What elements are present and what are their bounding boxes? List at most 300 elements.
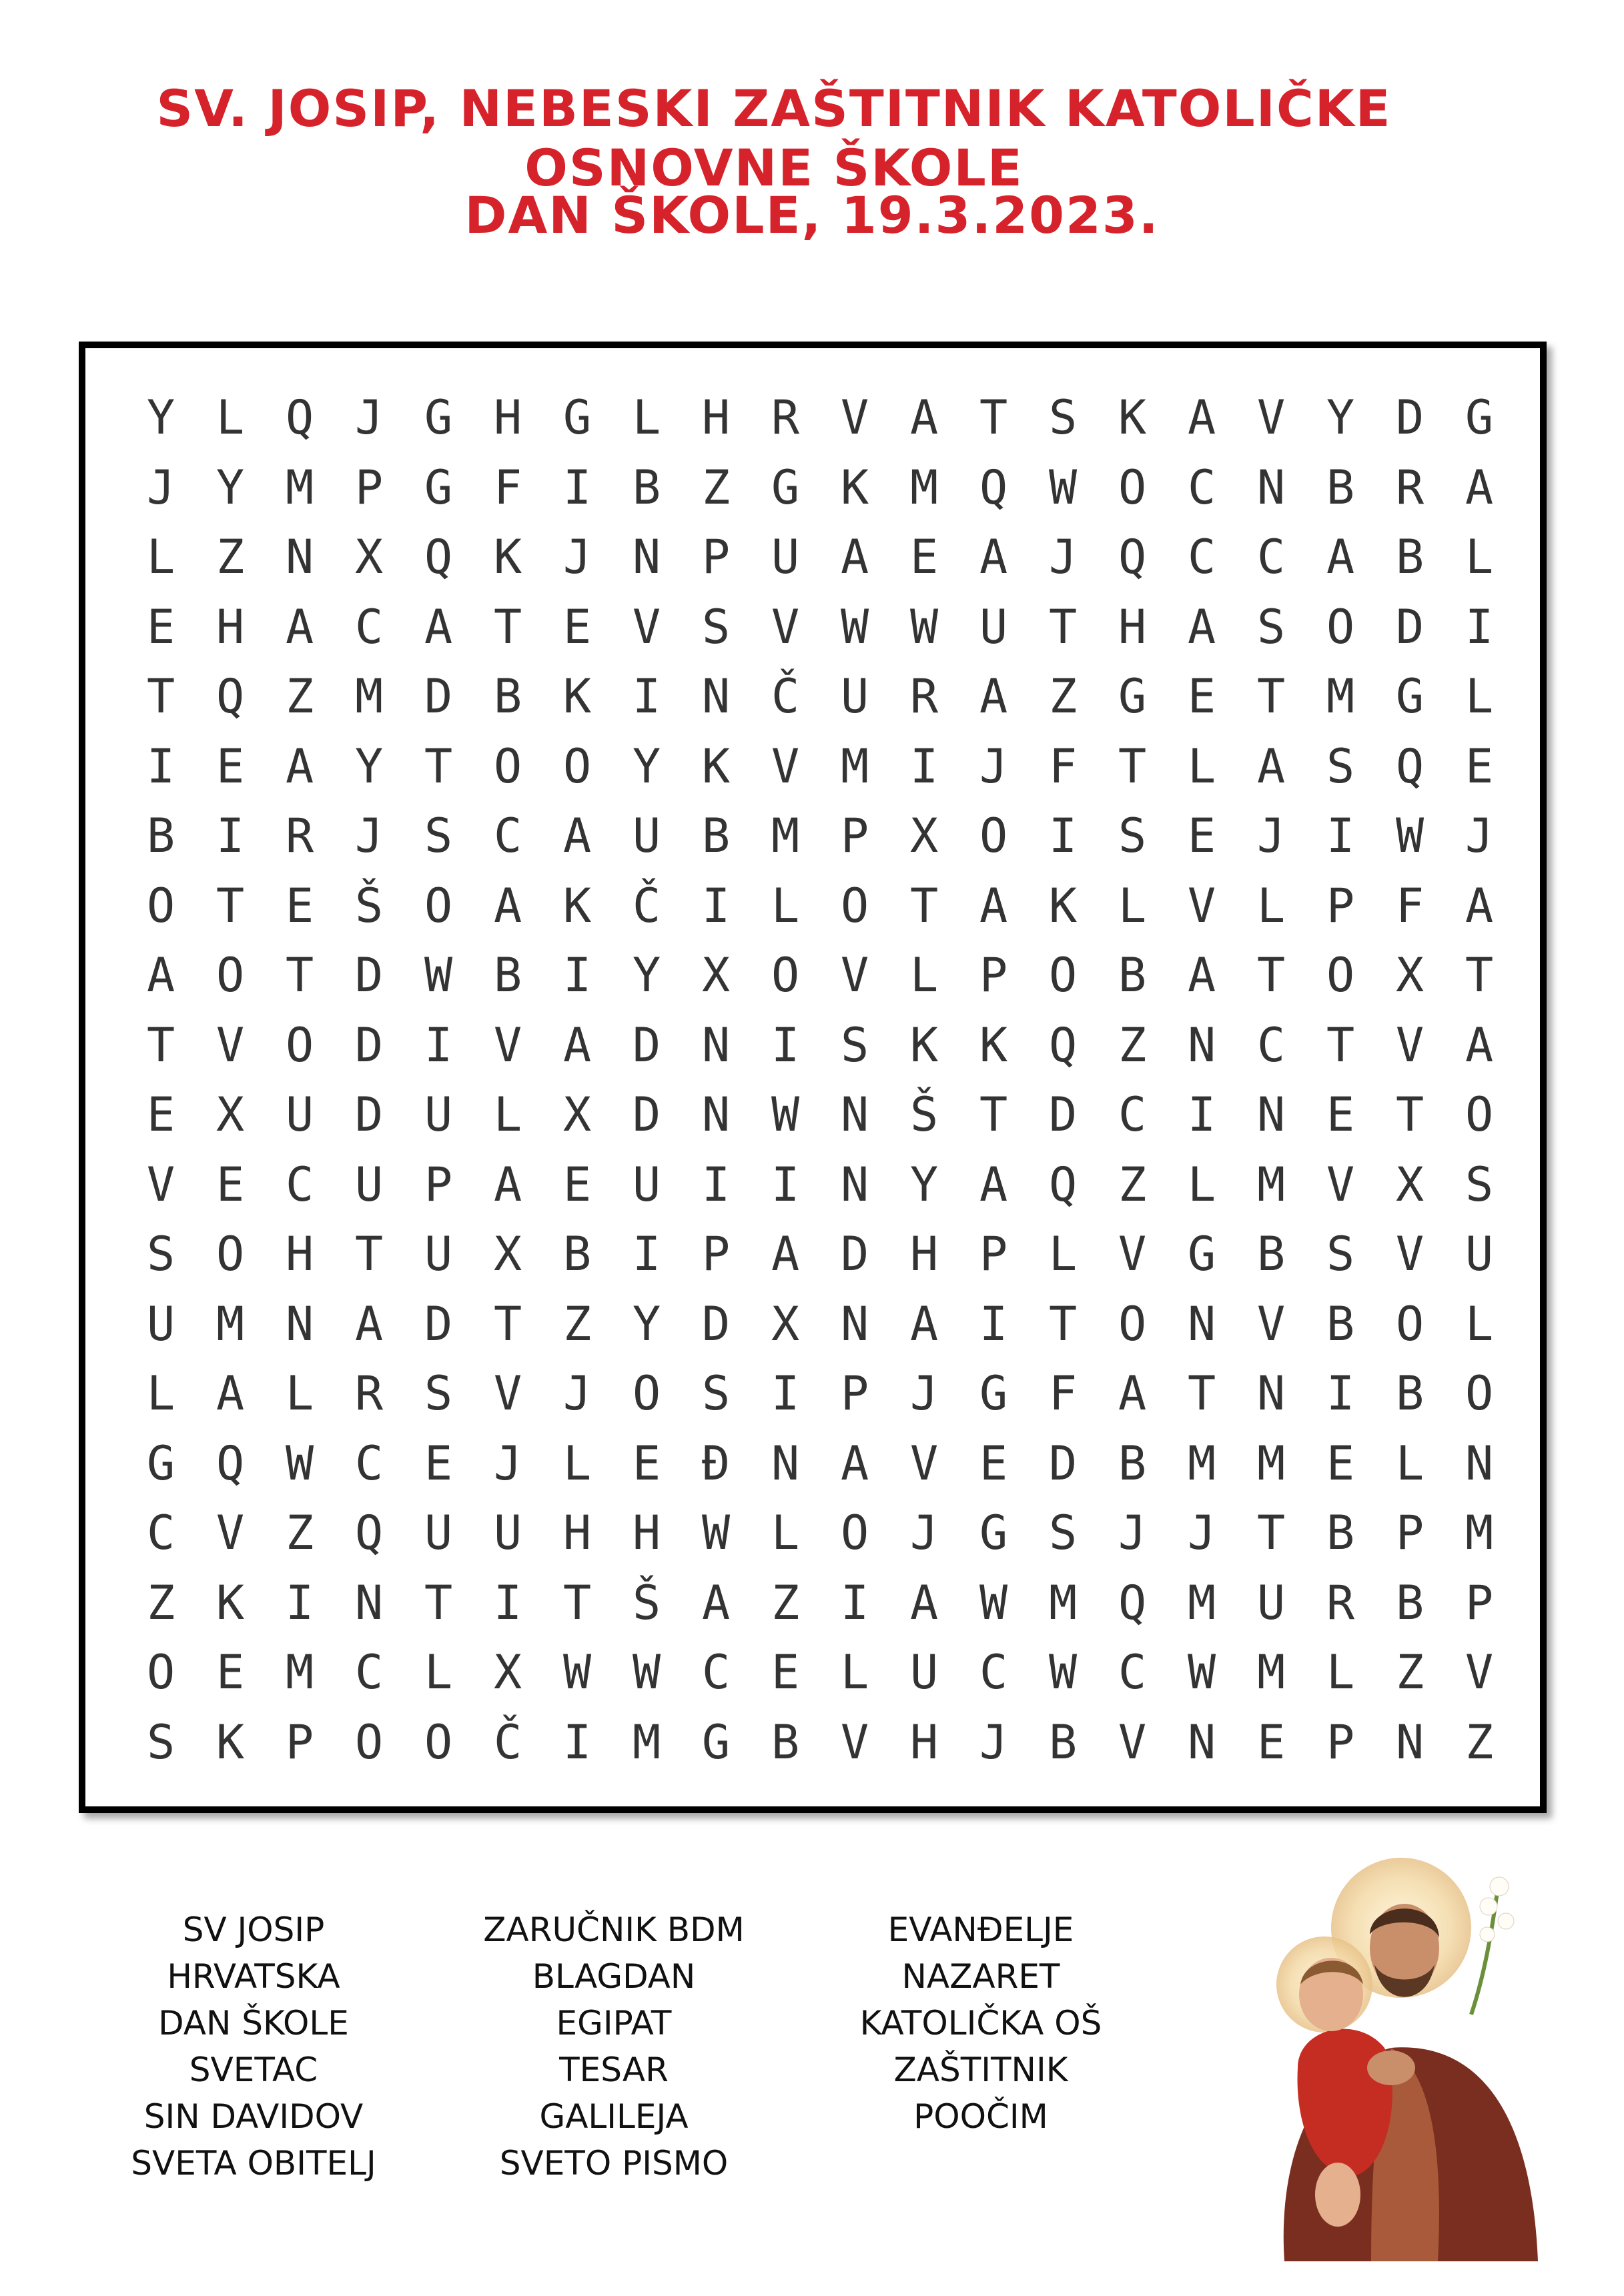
grid-letter: T xyxy=(979,1087,1008,1142)
grid-letter: P xyxy=(979,948,1008,1003)
grid-letter: Q xyxy=(1118,1575,1147,1630)
grid-letter: W xyxy=(563,1645,592,1700)
grid-letter: M xyxy=(1257,1645,1286,1700)
grid-letter: L xyxy=(494,1087,522,1142)
grid-letter: B xyxy=(1049,1714,1078,1770)
grid-letter: N xyxy=(702,669,731,724)
grid-letter: W xyxy=(424,948,453,1003)
grid-letter: T xyxy=(1257,948,1286,1003)
word-list-item: DAN ŠKOLE xyxy=(158,2004,349,2043)
grid-letter: T xyxy=(1257,669,1286,724)
grid-letter: M xyxy=(1326,669,1355,724)
word-list-item: EVANĐELJE xyxy=(887,1910,1074,1949)
grid-letter: L xyxy=(771,878,800,933)
grid-letter: M xyxy=(355,669,384,724)
grid-letter: C xyxy=(702,1645,731,1700)
grid-letter: B xyxy=(494,669,522,724)
letter-grid xyxy=(147,383,1535,1777)
grid-letter: E xyxy=(147,599,175,654)
grid-letter: Q xyxy=(286,390,314,445)
grid-letter: W xyxy=(771,1087,800,1142)
grid-letter: X xyxy=(702,948,731,1003)
grid-letter: C xyxy=(355,1645,384,1700)
grid-letter: J xyxy=(1049,530,1078,584)
grid-letter: T xyxy=(494,1296,522,1351)
grid-letter: Z xyxy=(702,460,731,515)
grid-letter: O xyxy=(424,878,453,933)
grid-letter: T xyxy=(494,599,522,654)
grid-letter: L xyxy=(563,1436,592,1491)
grid-letter: A xyxy=(702,1575,731,1630)
grid-letter: A xyxy=(286,599,314,654)
grid-letter: L xyxy=(216,390,245,445)
grid-letter: V xyxy=(216,1017,245,1073)
grid-letter: A xyxy=(1188,390,1216,445)
grid-letter: S xyxy=(702,599,731,654)
grid-letter: O xyxy=(216,1227,245,1281)
grid-letter: S xyxy=(147,1227,175,1281)
grid-letter: V xyxy=(147,1157,175,1212)
grid-letter: Z xyxy=(1049,669,1078,724)
grid-letter: N xyxy=(771,1436,800,1491)
grid-letter: H xyxy=(702,390,731,445)
grid-letter: L xyxy=(1188,738,1216,794)
grid-letter: H xyxy=(633,1506,661,1560)
grid-letter: X xyxy=(563,1087,592,1142)
grid-letter: T xyxy=(355,1227,384,1281)
grid-letter: Z xyxy=(147,1575,175,1630)
grid-letter: I xyxy=(216,808,245,863)
grid-letter: Q xyxy=(1049,1017,1078,1073)
grid-letter: D xyxy=(355,1017,384,1073)
grid-letter: X xyxy=(216,1087,245,1142)
grid-letter: A xyxy=(286,738,314,794)
grid-letter: E xyxy=(1326,1436,1355,1491)
grid-letter: E xyxy=(424,1436,453,1491)
word-list-item: EGIPAT xyxy=(556,2004,672,2043)
grid-letter: B xyxy=(633,460,661,515)
grid-letter: V xyxy=(1465,1645,1494,1700)
grid-letter: I xyxy=(286,1575,314,1630)
grid-letter: A xyxy=(979,669,1008,724)
grid-letter: U xyxy=(424,1506,453,1560)
grid-letter: D xyxy=(702,1296,731,1351)
grid-letter: C xyxy=(1118,1087,1147,1142)
grid-letter: E xyxy=(979,1436,1008,1491)
grid-letter: L xyxy=(1257,878,1286,933)
grid-letter: S xyxy=(1326,1227,1355,1281)
grid-letter: E xyxy=(910,530,939,584)
grid-letter: R xyxy=(286,808,314,863)
grid-letter: I xyxy=(563,460,592,515)
grid-letter: L xyxy=(1396,1436,1425,1491)
grid-letter: A xyxy=(147,948,175,1003)
grid-letter: M xyxy=(1257,1436,1286,1491)
grid-letter: N xyxy=(841,1157,869,1212)
word-list-column-3 xyxy=(821,1906,1141,2140)
grid-letter: N xyxy=(286,530,314,584)
grid-letter: C xyxy=(1257,530,1286,584)
grid-letter: Y xyxy=(633,738,661,794)
grid-letter: E xyxy=(216,1645,245,1700)
grid-letter: N xyxy=(841,1296,869,1351)
grid-letter: V xyxy=(1257,1296,1286,1351)
grid-letter: P xyxy=(1465,1575,1494,1630)
grid-letter: D xyxy=(1049,1436,1078,1491)
grid-letter: K xyxy=(563,878,592,933)
grid-letter: X xyxy=(910,808,939,863)
grid-letter: Č xyxy=(771,669,800,724)
grid-letter: O xyxy=(979,808,1008,863)
grid-letter: J xyxy=(910,1366,939,1421)
grid-letter: E xyxy=(1326,1087,1355,1142)
grid-letter: I xyxy=(633,1227,661,1281)
grid-letter: A xyxy=(494,1157,522,1212)
grid-letter: V xyxy=(771,738,800,794)
grid-letter: K xyxy=(841,460,869,515)
grid-letter: K xyxy=(702,738,731,794)
grid-letter: R xyxy=(355,1366,384,1421)
grid-letter: E xyxy=(1465,738,1494,794)
grid-letter: B xyxy=(1118,1436,1147,1491)
grid-letter: G xyxy=(702,1714,731,1770)
word-list-item: SVETAC xyxy=(189,2051,318,2089)
grid-letter: L xyxy=(841,1645,869,1700)
grid-letter: A xyxy=(979,1157,1008,1212)
grid-letter: T xyxy=(147,1017,175,1073)
grid-letter: V xyxy=(216,1506,245,1560)
grid-letter: P xyxy=(702,530,731,584)
grid-letter: W xyxy=(1396,808,1425,863)
grid-letter: K xyxy=(494,530,522,584)
grid-letter: Š xyxy=(355,878,384,933)
grid-letter: F xyxy=(1049,738,1078,794)
word-list-item: POOČIM xyxy=(913,2097,1048,2136)
grid-letter: V xyxy=(494,1017,522,1073)
grid-letter: G xyxy=(979,1366,1008,1421)
grid-letter: E xyxy=(633,1436,661,1491)
grid-letter: L xyxy=(1118,878,1147,933)
grid-letter: E xyxy=(771,1645,800,1700)
grid-letter: M xyxy=(1188,1436,1216,1491)
grid-letter: A xyxy=(841,530,869,584)
grid-letter: N xyxy=(702,1087,731,1142)
grid-letter: N xyxy=(1257,460,1286,515)
grid-letter: O xyxy=(355,1714,384,1770)
grid-letter: Q xyxy=(1049,1157,1078,1212)
grid-letter: B xyxy=(1396,1575,1425,1630)
grid-letter: T xyxy=(1257,1506,1286,1560)
grid-letter: C xyxy=(1118,1645,1147,1700)
grid-letter: Z xyxy=(1118,1017,1147,1073)
grid-letter: X xyxy=(771,1296,800,1351)
grid-letter: B xyxy=(1396,1366,1425,1421)
grid-letter: Q xyxy=(1396,738,1425,794)
grid-letter: O xyxy=(147,1645,175,1700)
grid-letter: O xyxy=(841,1506,869,1560)
grid-letter: S xyxy=(841,1017,869,1073)
grid-letter: Š xyxy=(633,1575,661,1630)
grid-letter: T xyxy=(563,1575,592,1630)
grid-letter: L xyxy=(147,530,175,584)
grid-letter: N xyxy=(1188,1017,1216,1073)
grid-letter: Č xyxy=(633,878,661,933)
grid-letter: P xyxy=(841,808,869,863)
grid-letter: F xyxy=(1396,878,1425,933)
grid-letter: A xyxy=(355,1296,384,1351)
word-search-frame xyxy=(79,342,1547,1813)
grid-letter: M xyxy=(1049,1575,1078,1630)
grid-letter: G xyxy=(424,460,453,515)
word-list-item: GALILEJA xyxy=(539,2097,689,2136)
grid-letter: V xyxy=(841,390,869,445)
grid-letter: X xyxy=(355,530,384,584)
grid-letter: T xyxy=(1326,1017,1355,1073)
grid-letter: W xyxy=(702,1506,731,1560)
grid-letter: T xyxy=(424,738,453,794)
grid-letter: I xyxy=(910,738,939,794)
grid-letter: K xyxy=(910,1017,939,1073)
grid-letter: J xyxy=(355,808,384,863)
grid-letter: U xyxy=(147,1296,175,1351)
grid-letter: D xyxy=(1049,1087,1078,1142)
grid-letter: U xyxy=(841,669,869,724)
grid-letter: Y xyxy=(147,390,175,445)
grid-letter: Z xyxy=(563,1296,592,1351)
grid-letter: M xyxy=(1257,1157,1286,1212)
grid-letter: Q xyxy=(979,460,1008,515)
grid-letter: V xyxy=(1188,878,1216,933)
grid-letter: T xyxy=(979,390,1008,445)
grid-letter: M xyxy=(286,1645,314,1700)
grid-letter: A xyxy=(910,1575,939,1630)
grid-letter: O xyxy=(147,878,175,933)
grid-letter: G xyxy=(979,1506,1008,1560)
grid-letter: L xyxy=(1465,530,1494,584)
grid-letter: S xyxy=(424,1366,453,1421)
grid-letter: A xyxy=(1465,1017,1494,1073)
grid-letter: A xyxy=(1118,1366,1147,1421)
grid-letter: A xyxy=(1188,948,1216,1003)
grid-letter: I xyxy=(563,948,592,1003)
grid-letter: Y xyxy=(633,1296,661,1351)
grid-letter: I xyxy=(633,669,661,724)
grid-letter: P xyxy=(286,1714,314,1770)
grid-letter: I xyxy=(771,1157,800,1212)
grid-letter: K xyxy=(216,1714,245,1770)
grid-letter: L xyxy=(424,1645,453,1700)
grid-letter: E xyxy=(286,878,314,933)
grid-letter: V xyxy=(841,948,869,1003)
grid-letter: A xyxy=(1326,530,1355,584)
title-line-1: SV. JOSIP, NEBESKI ZAŠTITNIK KATOLIČKE OSNOVNE ŠKOLE xyxy=(156,79,1392,197)
word-list-item: HRVATSKA xyxy=(167,1957,340,1996)
grid-letter: U xyxy=(424,1227,453,1281)
grid-letter: A xyxy=(494,878,522,933)
grid-letter: V xyxy=(1118,1227,1147,1281)
grid-letter: X xyxy=(1396,1157,1425,1212)
grid-letter: T xyxy=(1118,738,1147,794)
grid-letter: G xyxy=(1396,669,1425,724)
grid-letter: T xyxy=(1396,1087,1425,1142)
grid-letter: O xyxy=(216,948,245,1003)
grid-letter: J xyxy=(1118,1506,1147,1560)
grid-letter: S xyxy=(1326,738,1355,794)
grid-letter: U xyxy=(633,808,661,863)
grid-letter: W xyxy=(1049,1645,1078,1700)
grid-letter: H xyxy=(286,1227,314,1281)
grid-letter: V xyxy=(910,1436,939,1491)
grid-letter: J xyxy=(910,1506,939,1560)
grid-letter: A xyxy=(910,390,939,445)
grid-letter: J xyxy=(355,390,384,445)
grid-letter: O xyxy=(563,738,592,794)
grid-letter: I xyxy=(979,1296,1008,1351)
grid-letter: B xyxy=(147,808,175,863)
grid-letter: A xyxy=(979,530,1008,584)
grid-letter: S xyxy=(1049,390,1078,445)
grid-letter: U xyxy=(1257,1575,1286,1630)
grid-letter: X xyxy=(494,1227,522,1281)
grid-letter: A xyxy=(216,1366,245,1421)
grid-letter: E xyxy=(216,1157,245,1212)
grid-letter: I xyxy=(1326,808,1355,863)
saint-joseph-with-child-image xyxy=(1258,1848,1551,2261)
word-list-item: BLAGDAN xyxy=(532,1957,696,1996)
grid-letter: Y xyxy=(910,1157,939,1212)
grid-letter: P xyxy=(355,460,384,515)
grid-letter: I xyxy=(424,1017,453,1073)
grid-letter: N xyxy=(1257,1087,1286,1142)
grid-letter: V xyxy=(1396,1227,1425,1281)
grid-letter: A xyxy=(979,878,1008,933)
grid-letter: Z xyxy=(1118,1157,1147,1212)
grid-letter: P xyxy=(702,1227,731,1281)
grid-letter: G xyxy=(424,390,453,445)
grid-letter: M xyxy=(633,1714,661,1770)
grid-letter: N xyxy=(1188,1714,1216,1770)
grid-letter: C xyxy=(1257,1017,1286,1073)
word-list-item: ZARUČNIK BDM xyxy=(483,1910,745,1949)
grid-letter: D xyxy=(424,1296,453,1351)
grid-letter: W xyxy=(979,1575,1008,1630)
grid-letter: Z xyxy=(216,530,245,584)
grid-letter: R xyxy=(1396,460,1425,515)
grid-letter: O xyxy=(1326,599,1355,654)
grid-letter: T xyxy=(424,1575,453,1630)
grid-letter: O xyxy=(771,948,800,1003)
grid-letter: M xyxy=(841,738,869,794)
grid-letter: A xyxy=(424,599,453,654)
grid-letter: M xyxy=(771,808,800,863)
grid-letter: U xyxy=(494,1506,522,1560)
grid-letter: S xyxy=(424,808,453,863)
grid-letter: C xyxy=(286,1157,314,1212)
grid-letter: B xyxy=(1257,1227,1286,1281)
grid-letter: O xyxy=(494,738,522,794)
grid-letter: R xyxy=(771,390,800,445)
grid-letter: E xyxy=(1257,1714,1286,1770)
grid-letter: C xyxy=(1188,460,1216,515)
grid-letter: L xyxy=(1188,1157,1216,1212)
grid-letter: L xyxy=(1049,1227,1078,1281)
grid-letter: L xyxy=(771,1506,800,1560)
grid-letter: Đ xyxy=(702,1436,731,1491)
grid-letter: E xyxy=(563,599,592,654)
grid-letter: Š xyxy=(910,1087,939,1142)
grid-letter: S xyxy=(1465,1157,1494,1212)
grid-letter: E xyxy=(1188,808,1216,863)
grid-letter: U xyxy=(1465,1227,1494,1281)
grid-letter: C xyxy=(355,1436,384,1491)
grid-letter: O xyxy=(1118,460,1147,515)
grid-letter: W xyxy=(286,1436,314,1491)
grid-letter: T xyxy=(286,948,314,1003)
grid-letter: Y xyxy=(633,948,661,1003)
grid-letter: U xyxy=(979,599,1008,654)
word-list-item: SV JOSIP xyxy=(182,1910,325,1949)
grid-letter: H xyxy=(494,390,522,445)
grid-letter: G xyxy=(1465,390,1494,445)
grid-letter: B xyxy=(1326,1506,1355,1560)
grid-letter: Q xyxy=(355,1506,384,1560)
grid-letter: A xyxy=(563,1017,592,1073)
grid-letter: B xyxy=(1326,460,1355,515)
grid-letter: M xyxy=(286,460,314,515)
grid-letter: T xyxy=(1049,1296,1078,1351)
grid-letter: B xyxy=(1326,1296,1355,1351)
grid-letter: D xyxy=(633,1017,661,1073)
grid-letter: V xyxy=(1118,1714,1147,1770)
word-list-item: NAZARET xyxy=(901,1957,1060,1996)
grid-letter: T xyxy=(216,878,245,933)
grid-letter: O xyxy=(1118,1296,1147,1351)
grid-letter: F xyxy=(1049,1366,1078,1421)
grid-letter: W xyxy=(841,599,869,654)
grid-letter: D xyxy=(1396,390,1425,445)
grid-letter: G xyxy=(147,1436,175,1491)
grid-letter: M xyxy=(1465,1506,1494,1560)
grid-letter: I xyxy=(1465,599,1494,654)
grid-letter: Q xyxy=(424,530,453,584)
grid-letter: M xyxy=(216,1296,245,1351)
grid-letter: N xyxy=(841,1087,869,1142)
grid-letter: Z xyxy=(1465,1714,1494,1770)
grid-letter: A xyxy=(563,808,592,863)
grid-letter: U xyxy=(424,1087,453,1142)
grid-letter: I xyxy=(563,1714,592,1770)
grid-letter: M xyxy=(910,460,939,515)
grid-letter: L xyxy=(286,1366,314,1421)
grid-letter: I xyxy=(1049,808,1078,863)
grid-letter: D xyxy=(424,669,453,724)
grid-letter: T xyxy=(1188,1366,1216,1421)
grid-letter: Č xyxy=(494,1714,522,1770)
grid-letter: K xyxy=(563,669,592,724)
grid-letter: O xyxy=(1465,1366,1494,1421)
grid-letter: R xyxy=(910,669,939,724)
grid-letter: W xyxy=(1188,1645,1216,1700)
grid-letter: P xyxy=(841,1366,869,1421)
grid-letter: N xyxy=(633,530,661,584)
grid-letter: Z xyxy=(286,1506,314,1560)
grid-letter: B xyxy=(494,948,522,1003)
grid-letter: J xyxy=(979,1714,1008,1770)
grid-letter: X xyxy=(494,1645,522,1700)
grid-letter: C xyxy=(355,599,384,654)
grid-letter: G xyxy=(1118,669,1147,724)
grid-letter: H xyxy=(910,1714,939,1770)
